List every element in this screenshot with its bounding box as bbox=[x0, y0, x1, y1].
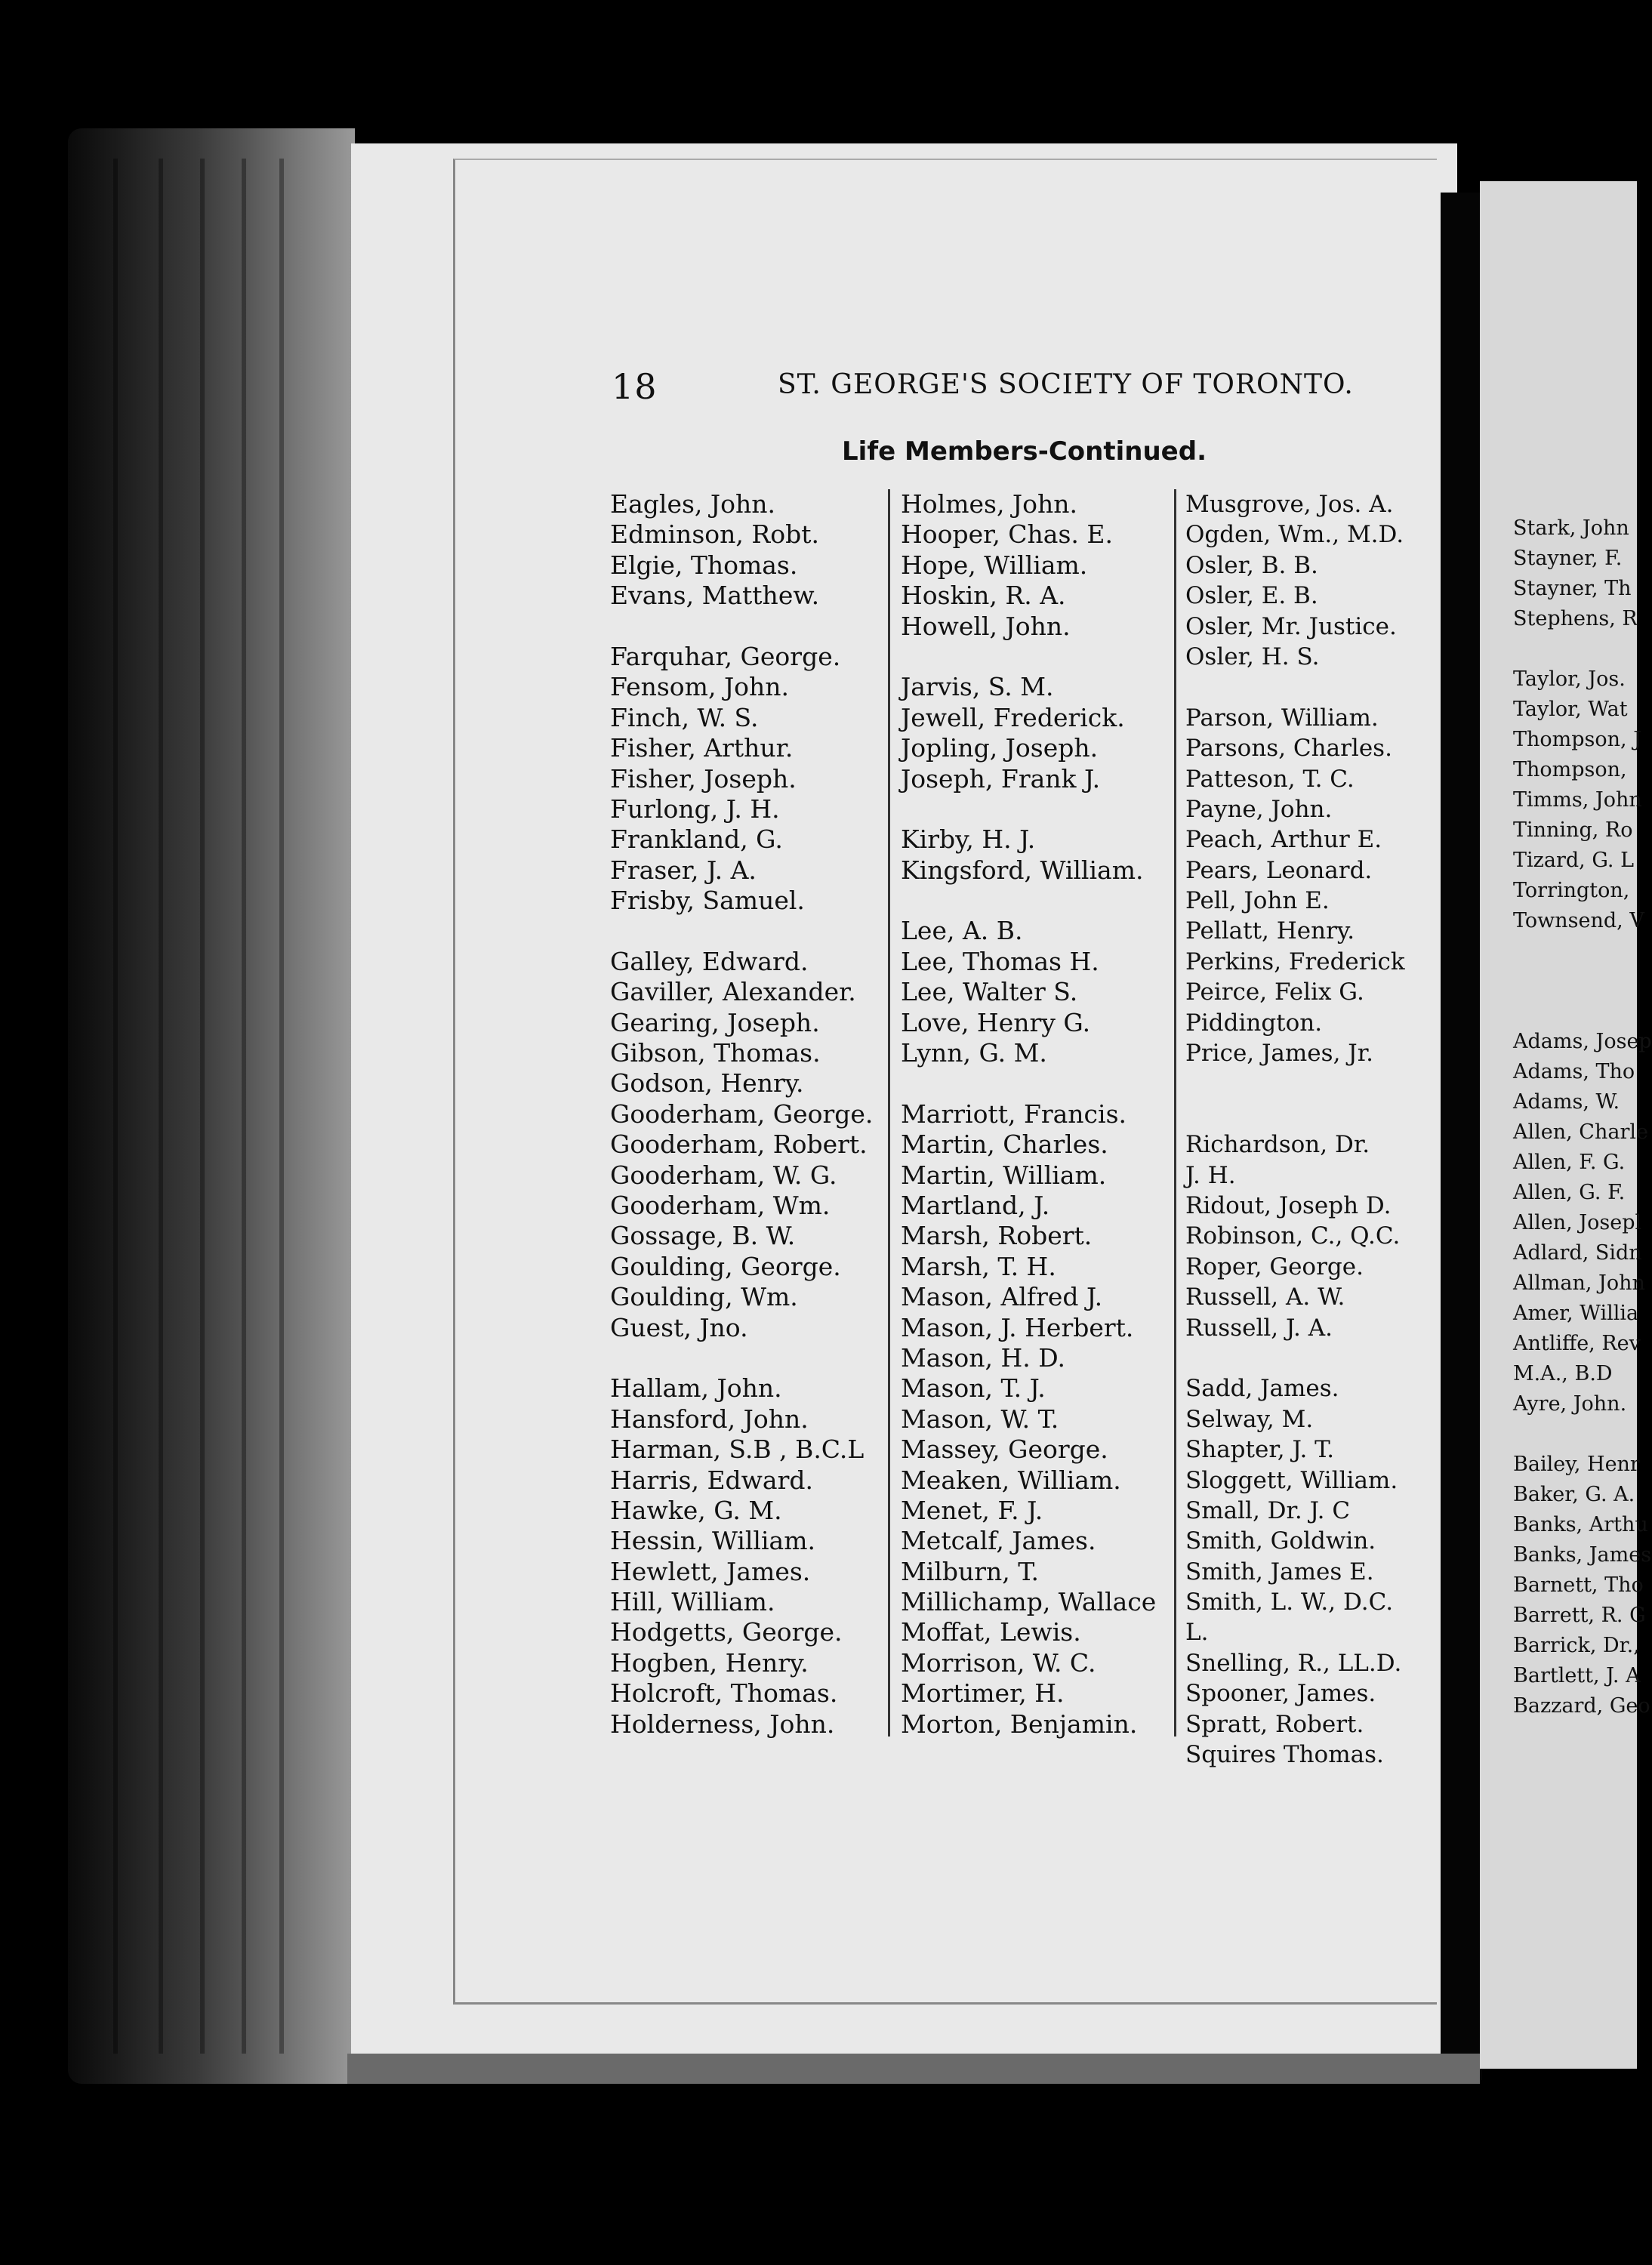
member-entry: Hessin, William. bbox=[610, 1526, 815, 1556]
member-entry: Russell, J. A. bbox=[1185, 1314, 1333, 1342]
member-entry: Gooderham, George. bbox=[610, 1099, 874, 1129]
page-header bbox=[612, 366, 1442, 411]
member-entry: Goulding, George. bbox=[610, 1251, 841, 1281]
page-title: ST. GEORGE'S SOCIETY OF TORONTO. bbox=[778, 369, 1354, 400]
member-entry: Frisby, Samuel. bbox=[610, 886, 805, 916]
right-page-fragment bbox=[1480, 181, 1652, 2069]
member-entry: Taylor, Wat bbox=[1513, 698, 1628, 721]
member-entry: Jewell, Frederick. bbox=[901, 702, 1125, 732]
member-entry: Adams, W. bbox=[1513, 1090, 1620, 1114]
member-entry: Martland, J. bbox=[901, 1190, 1050, 1220]
member-entry: Payne, John. bbox=[1185, 795, 1333, 823]
member-entry: Selway, M. bbox=[1185, 1405, 1314, 1433]
member-entry: Bailey, Henr bbox=[1513, 1453, 1640, 1476]
member-entry: Spooner, James. bbox=[1185, 1680, 1376, 1708]
spacer bbox=[1513, 966, 1652, 997]
spacer bbox=[901, 794, 1156, 824]
member-entry: Lee, A. B. bbox=[901, 916, 1023, 946]
member-entry: Parson, William. bbox=[1185, 704, 1379, 732]
member-entry: Gooderham, W. G. bbox=[610, 1160, 837, 1190]
member-entry: Bazzard, Geo bbox=[1513, 1694, 1650, 1718]
member-entry: Allen, Josepl bbox=[1513, 1211, 1642, 1234]
member-entry: Gooderham, Wm. bbox=[610, 1190, 831, 1220]
member-entry: Smith, Goldwin. bbox=[1185, 1527, 1376, 1555]
spacer bbox=[1513, 936, 1652, 966]
member-entry: Hogben, Henry. bbox=[610, 1647, 809, 1678]
spacer bbox=[901, 642, 1156, 672]
member-entry: Hope, William. bbox=[901, 550, 1088, 580]
member-entry: Hoskin, R. A. bbox=[901, 581, 1066, 611]
member-entry: Fisher, Joseph. bbox=[610, 763, 797, 794]
member-entry: Barrett, R. G bbox=[1513, 1604, 1646, 1627]
member-entry: Mason, T. J. bbox=[901, 1373, 1046, 1404]
member-entry: Hill, William. bbox=[610, 1587, 775, 1617]
member-entry: Adlard, Sidn bbox=[1513, 1241, 1642, 1265]
member-entry: Gibson, Thomas. bbox=[610, 1038, 821, 1068]
spacer bbox=[610, 1343, 873, 1373]
book-spine bbox=[1441, 193, 1482, 2080]
member-entry: Mason, Alfred J. bbox=[901, 1282, 1103, 1312]
member-entry: Musgrove, Jos. A. bbox=[1185, 491, 1394, 518]
member-entry: Hodgetts, George. bbox=[610, 1617, 843, 1647]
member-entry: Sadd, James. bbox=[1185, 1375, 1339, 1403]
member-entry: Stayner, Th bbox=[1513, 577, 1632, 600]
spacer bbox=[1185, 1068, 1405, 1099]
member-entry: Smith, L. W., D.C. bbox=[1185, 1589, 1394, 1616]
member-entry: Jarvis, S. M. bbox=[901, 672, 1054, 702]
member-entry: Marriott, Francis. bbox=[901, 1099, 1127, 1129]
member-entry: Holderness, John. bbox=[610, 1709, 835, 1739]
member-entry: Mortimer, H. bbox=[901, 1678, 1065, 1709]
member-entry: Gaviller, Alexander. bbox=[610, 977, 856, 1007]
member-entry: Moffat, Lewis. bbox=[901, 1617, 1081, 1647]
member-entry: Kirby, H. J. bbox=[901, 824, 1036, 855]
member-entry: Morton, Benjamin. bbox=[901, 1709, 1138, 1739]
member-entry: Parsons, Charles. bbox=[1185, 735, 1392, 763]
member-entry: Tizard, G. L bbox=[1513, 849, 1635, 872]
member-entry: Metcalf, James. bbox=[901, 1526, 1096, 1556]
member-entry: Timms, John bbox=[1513, 788, 1642, 812]
member-entry: Mason, W. T. bbox=[901, 1404, 1059, 1434]
member-entry: Barrick, Dr., bbox=[1513, 1634, 1640, 1657]
member-entry: Farquhar, George. bbox=[610, 641, 841, 671]
member-entry: Jopling, Joseph. bbox=[901, 733, 1099, 763]
member-entry: Holmes, John. bbox=[901, 489, 1078, 519]
member-entry: Adams, Josep bbox=[1513, 1030, 1652, 1053]
member-entry: Fisher, Arthur. bbox=[610, 733, 794, 763]
member-entry: Menet, F. J. bbox=[901, 1495, 1043, 1525]
member-entry: Patteson, T. C. bbox=[1185, 765, 1355, 793]
member-column-3 bbox=[1185, 489, 1405, 1770]
member-entry: Edminson, Robt. bbox=[610, 519, 819, 550]
member-entry: Gossage, B. W. bbox=[610, 1221, 796, 1251]
member-entry: Adams, Tho bbox=[1513, 1060, 1635, 1083]
member-entry: Elgie, Thomas. bbox=[610, 550, 798, 580]
member-entry: Martin, William. bbox=[901, 1160, 1107, 1190]
member-entry: J. H. bbox=[1185, 1161, 1236, 1189]
member-entry: Hewlett, James. bbox=[610, 1556, 811, 1586]
member-entry: Meaken, William. bbox=[901, 1465, 1121, 1495]
member-entry: Lee, Walter S. bbox=[901, 977, 1078, 1007]
spacer bbox=[1513, 634, 1652, 664]
member-entry: Massey, George. bbox=[901, 1434, 1108, 1465]
member-entry: Marsh, Robert. bbox=[901, 1221, 1093, 1251]
column-divider bbox=[1174, 489, 1176, 1736]
member-entry: Holcroft, Thomas. bbox=[610, 1678, 838, 1709]
member-entry: Osler, E. B. bbox=[1185, 582, 1318, 610]
member-entry: Taylor, Jos. bbox=[1513, 667, 1626, 691]
member-entry: Perkins, Frederick bbox=[1185, 948, 1405, 975]
member-entry: Squires Thomas. bbox=[1185, 1741, 1384, 1769]
member-entry: Marsh, T. H. bbox=[901, 1251, 1056, 1281]
member-entry: Shapter, J. T. bbox=[1185, 1436, 1335, 1464]
member-entry: Hansford, John. bbox=[610, 1404, 809, 1434]
member-entry: Guest, Jno. bbox=[610, 1312, 748, 1342]
member-entry: Lynn, G. M. bbox=[901, 1038, 1047, 1068]
member-entry: Lee, Thomas H. bbox=[901, 946, 1099, 976]
book-page-edges bbox=[68, 128, 355, 2084]
spacer bbox=[901, 886, 1156, 916]
spacer bbox=[1185, 672, 1405, 702]
member-entry: Richardson, Dr. bbox=[1185, 1131, 1370, 1159]
member-entry: Finch, W. S. bbox=[610, 702, 759, 732]
member-entry: Ridout, Joseph D. bbox=[1185, 1191, 1392, 1219]
member-entry: Eagles, John. bbox=[610, 489, 775, 519]
member-entry: Fensom, John. bbox=[610, 672, 790, 702]
member-entry: Banks, James bbox=[1513, 1543, 1652, 1567]
member-entry: Fraser, J. A. bbox=[610, 855, 757, 885]
member-column-1 bbox=[610, 489, 873, 1740]
member-entry: Piddington. bbox=[1185, 1009, 1323, 1037]
member-entry: Osler, H. S. bbox=[1185, 643, 1320, 670]
member-column-2 bbox=[901, 489, 1156, 1740]
member-entry: Hawke, G. M. bbox=[610, 1495, 782, 1525]
member-entry: Galley, Edward. bbox=[610, 946, 809, 976]
member-entry: Barnett, Tho bbox=[1513, 1573, 1644, 1597]
member-entry: Hallam, John. bbox=[610, 1373, 782, 1404]
page-number: 18 bbox=[612, 366, 658, 407]
member-entry: Small, Dr. J. C bbox=[1185, 1496, 1351, 1524]
member-entry: Sloggett, William. bbox=[1185, 1466, 1398, 1494]
member-entry: Osler, B. B. bbox=[1185, 551, 1318, 579]
member-entry: Martin, Charles. bbox=[901, 1129, 1108, 1160]
member-entry: Banks, Arthu bbox=[1513, 1513, 1648, 1536]
right-page-column bbox=[1513, 513, 1652, 1721]
member-entry: Harman, S.B , B.C.L bbox=[610, 1434, 865, 1465]
member-entry: Thompson, J bbox=[1513, 728, 1642, 751]
member-entry: Love, Henry G. bbox=[901, 1007, 1091, 1037]
member-entry: Morrison, W. C. bbox=[901, 1647, 1096, 1678]
member-entry: Snelling, R., LL.D. bbox=[1185, 1649, 1402, 1677]
member-entry: Bartlett, J. A bbox=[1513, 1664, 1641, 1687]
member-entry: Stayner, F. bbox=[1513, 547, 1623, 570]
member-entry: Russell, A. W. bbox=[1185, 1284, 1345, 1311]
member-entry: Howell, John. bbox=[901, 611, 1071, 641]
member-entry: Ogden, Wm., M.D. bbox=[1185, 521, 1404, 549]
member-entry: M.A., B.D bbox=[1513, 1362, 1613, 1385]
member-entry: Townsend, V bbox=[1513, 909, 1644, 932]
member-entry: Torrington, bbox=[1513, 879, 1630, 902]
member-entry: Pears, Leonard. bbox=[1185, 856, 1373, 884]
member-entry: Allen, G. F. bbox=[1513, 1181, 1626, 1204]
member-entry: Peach, Arthur E. bbox=[1185, 826, 1382, 854]
member-entry: Milburn, T. bbox=[901, 1556, 1039, 1586]
member-entry: Pell, John E. bbox=[1185, 887, 1330, 915]
member-entry: Stark, John bbox=[1513, 516, 1629, 540]
member-entry: Osler, Mr. Justice. bbox=[1185, 612, 1397, 640]
spacer bbox=[1513, 997, 1652, 1027]
column-divider bbox=[888, 489, 890, 1736]
member-entry: Tinning, Ro bbox=[1513, 818, 1633, 842]
member-entry: Evans, Matthew. bbox=[610, 581, 820, 611]
member-entry: Gearing, Joseph. bbox=[610, 1007, 820, 1037]
spacer bbox=[1185, 1099, 1405, 1129]
member-entry: Allman, John bbox=[1513, 1271, 1645, 1295]
member-entry: Goulding, Wm. bbox=[610, 1282, 798, 1312]
spacer bbox=[610, 916, 873, 946]
member-entry: Joseph, Frank J. bbox=[901, 763, 1101, 794]
member-entry: Pellatt, Henry. bbox=[1185, 917, 1355, 945]
member-entry: Baker, G. A. bbox=[1513, 1483, 1635, 1506]
member-entry: Peirce, Felix G. bbox=[1185, 978, 1364, 1006]
member-entry: Price, James, Jr. bbox=[1185, 1040, 1373, 1068]
member-entry: Amer, Willia bbox=[1513, 1302, 1639, 1325]
section-heading: Life Members-Continued. bbox=[842, 436, 1207, 467]
member-entry: Mason, J. Herbert. bbox=[901, 1312, 1134, 1342]
member-entry: Hooper, Chas. E. bbox=[901, 519, 1113, 550]
member-entry: Allen, F. G. bbox=[1513, 1151, 1626, 1174]
member-entry: Kingsford, William. bbox=[901, 855, 1144, 885]
member-entry: Ayre, John. bbox=[1513, 1392, 1627, 1416]
member-entry: Robinson, C., Q.C. bbox=[1185, 1222, 1401, 1250]
member-entry: Gooderham, Robert. bbox=[610, 1129, 868, 1160]
member-entry: Godson, Henry. bbox=[610, 1068, 804, 1099]
member-entry: Millichamp, Wallace bbox=[901, 1587, 1157, 1617]
member-entry: Frankland, G. bbox=[610, 824, 783, 855]
member-entry: Furlong, J. H. bbox=[610, 794, 780, 824]
page-bottom-edge bbox=[347, 2054, 1480, 2084]
spacer bbox=[1185, 1343, 1405, 1373]
member-entry: Spratt, Robert. bbox=[1185, 1710, 1364, 1738]
spacer bbox=[901, 1068, 1156, 1099]
member-entry: L. bbox=[1185, 1619, 1209, 1647]
spacer bbox=[1513, 1419, 1652, 1450]
member-entry: Mason, H. D. bbox=[901, 1342, 1066, 1373]
member-entry: Harris, Edward. bbox=[610, 1465, 813, 1495]
member-entry: Allen, Charle bbox=[1513, 1120, 1648, 1144]
member-entry: Smith, James E. bbox=[1185, 1558, 1374, 1586]
member-entry: Antliffe, Rev bbox=[1513, 1332, 1641, 1355]
member-entry: Roper, George. bbox=[1185, 1253, 1364, 1280]
member-entry: Stephens, R bbox=[1513, 607, 1638, 630]
member-entry: Thompson, bbox=[1513, 758, 1627, 781]
spacer bbox=[610, 612, 873, 642]
